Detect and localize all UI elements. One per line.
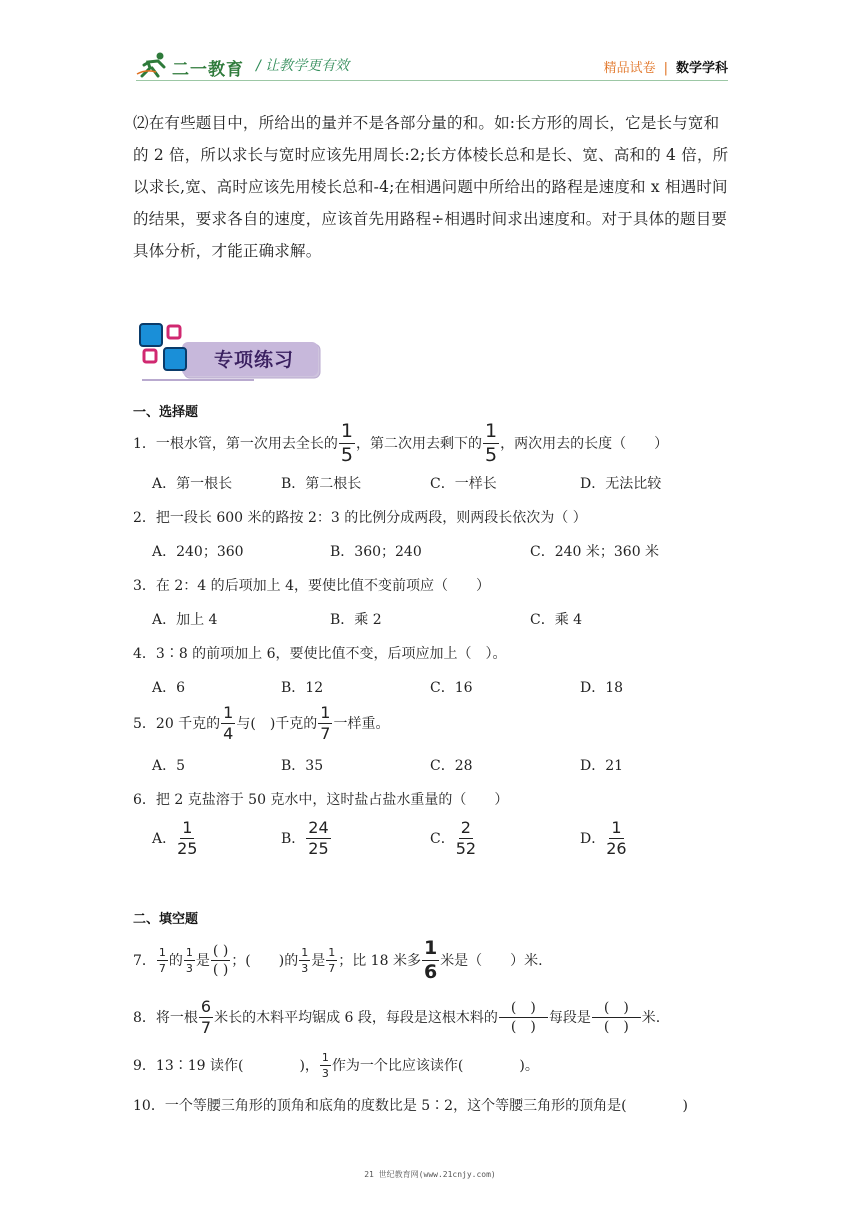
q7-f1-num: 1 bbox=[158, 945, 166, 959]
q6-option-b-fraction bbox=[306, 817, 330, 858]
logo-text: 二一教育 bbox=[172, 60, 244, 80]
q1-fraction-1 bbox=[339, 419, 355, 466]
q9-text-a: 9．13∶19 读作( )， bbox=[133, 1058, 319, 1074]
q7-fraction-2 bbox=[184, 947, 195, 974]
q8-blank1-den[interactable]: ( ) bbox=[510, 1018, 536, 1035]
section-heading-fill: 二、填空题 bbox=[133, 912, 199, 927]
intro-paragraph: ⑵在有些题目中，所给出的量并不是各部分量的和。如:长方形的周长，它是长与宽和的 2 倍，所以求长与宽时应该先用周长:2;长方体棱长总和是长、宽、高和的 4 倍，所以求长,宽、高时应该先用棱长总和-4;在相遇问题中所给出的路程是速度和 x 相遇时间的结果，要求各自的速度，应该首先用路程÷相遇时间求出速度和。对于具体的题目要具体分析，才能正确求解。 bbox=[133, 114, 729, 260]
q5-f2-num: 1 bbox=[320, 702, 331, 722]
question-6: 6．把 2 克盐溶于 50 克水中，这时盐占盐水重量的（ ） bbox=[133, 792, 509, 808]
banner-title: 专项练习 bbox=[214, 349, 295, 371]
q8-text-a: 8．将一根 bbox=[133, 1010, 198, 1026]
q2-option-c[interactable]: C．240 米；360 米 bbox=[530, 544, 660, 560]
q7-number: 7． bbox=[133, 953, 156, 969]
q8-text-c: 每段是 bbox=[548, 1010, 591, 1026]
q7-text-3: ；( )的 bbox=[231, 953, 299, 969]
q5-option-c[interactable]: C．28 bbox=[430, 758, 473, 774]
q7-fraction-3 bbox=[299, 947, 310, 974]
q1-fraction-2 bbox=[483, 419, 499, 466]
q7-f3-num: 1 bbox=[301, 945, 309, 959]
q6-b-num: 24 bbox=[308, 817, 329, 837]
q7-blank-den[interactable]: ( ) bbox=[212, 961, 229, 978]
q4-option-c[interactable]: C．16 bbox=[430, 680, 473, 696]
q6-option-b[interactable] bbox=[281, 818, 332, 858]
q8-text-d: 米. bbox=[641, 1010, 661, 1026]
q6-b-den: 25 bbox=[308, 838, 329, 858]
q8-blank-fraction-1[interactable] bbox=[499, 1001, 548, 1034]
question-10: 10．一个等腰三角形的顶角和底角的度数比是 5∶2，这个等腰三角形的顶角是( ) bbox=[133, 1098, 689, 1114]
question-8 bbox=[133, 995, 660, 1039]
q5-text-b: 与( )千克的 bbox=[236, 716, 318, 732]
q1-f2-den: 5 bbox=[485, 443, 498, 466]
q1-text-b: ，第二次用去剩下的 bbox=[356, 436, 483, 452]
q7-text-4: 是 bbox=[311, 953, 326, 969]
question-3: 3．在 2：4 的后项加上 4，要使比值不变前项应（ ） bbox=[133, 578, 490, 594]
question-5 bbox=[133, 702, 390, 743]
header-separator: | bbox=[663, 61, 668, 76]
q8-blank2-num[interactable]: ( ) bbox=[592, 1001, 641, 1018]
q6-option-c-fraction bbox=[455, 817, 477, 858]
q6-option-d[interactable] bbox=[580, 818, 628, 858]
q7-text-1: 的 bbox=[168, 953, 183, 969]
logo-runner-icon bbox=[136, 52, 172, 78]
q1-option-d[interactable]: D．无法比较 bbox=[580, 476, 662, 492]
q5-text-a: 5．20 千克的 bbox=[133, 716, 221, 732]
q5-fraction-1 bbox=[221, 702, 235, 743]
q6-option-d-label: D． bbox=[580, 831, 606, 847]
q6-d-num: 1 bbox=[611, 817, 622, 837]
q7-f4-den: 7 bbox=[328, 961, 336, 975]
q8-blank1-num[interactable]: ( ) bbox=[499, 1001, 548, 1018]
q4-option-a[interactable]: A．6 bbox=[152, 680, 186, 696]
q6-c-den: 52 bbox=[455, 838, 477, 858]
q4-option-d[interactable]: D．18 bbox=[580, 680, 624, 696]
q7-fraction-1 bbox=[157, 947, 168, 974]
q7-blank-fraction[interactable] bbox=[211, 944, 230, 977]
q6-a-num: 1 bbox=[182, 817, 193, 837]
q6-option-d-fraction bbox=[606, 817, 627, 858]
q7-f5-num: 1 bbox=[423, 936, 438, 959]
q6-option-a-label: A． bbox=[152, 831, 177, 847]
question-2: 2．把一段长 600 米的路按 2：3 的比例分成两段，则两段长依次为（ ） bbox=[133, 510, 587, 526]
q8-blank2-den[interactable]: ( ) bbox=[603, 1018, 629, 1035]
q5-option-b[interactable]: B．35 bbox=[281, 758, 324, 774]
q3-option-b[interactable]: B．乘 2 bbox=[330, 612, 382, 628]
q7-text-5: ；比 18 米多 bbox=[338, 953, 421, 969]
q7-text-2: 是 bbox=[195, 953, 210, 969]
question-7 bbox=[133, 938, 543, 982]
header-label-subject: 数学学科 bbox=[675, 61, 728, 76]
q5-fraction-2 bbox=[318, 702, 332, 743]
q1-option-a[interactable]: A．第一根长 bbox=[152, 476, 233, 492]
q8-text-b: 米长的木料平均锯成 6 段，每段是这根木料的 bbox=[214, 1010, 498, 1026]
q8-f-den: 7 bbox=[200, 1017, 212, 1037]
q3-option-a[interactable]: A．加上 4 bbox=[152, 612, 218, 628]
q5-option-d[interactable]: D．21 bbox=[580, 758, 624, 774]
section-heading-choice: 一、选择题 bbox=[133, 405, 199, 420]
q6-a-den: 25 bbox=[177, 838, 198, 858]
q3-option-c[interactable]: C．乘 4 bbox=[530, 612, 583, 628]
q7-f3-den: 3 bbox=[301, 961, 309, 975]
q9-text-b: 作为一个比应该读作( )。 bbox=[331, 1058, 539, 1074]
q6-option-a-fraction bbox=[177, 817, 198, 858]
q6-option-a[interactable] bbox=[152, 818, 198, 858]
q1-option-c[interactable]: C．一样长 bbox=[430, 476, 497, 492]
q2-option-a[interactable]: A．240；360 bbox=[152, 544, 244, 560]
q7-fraction-5 bbox=[422, 936, 439, 983]
q7-f2-num: 1 bbox=[185, 945, 193, 959]
q5-f1-num: 1 bbox=[223, 702, 234, 722]
q6-option-c[interactable] bbox=[430, 818, 477, 858]
question-9 bbox=[133, 1047, 539, 1083]
page-footer: 21 世纪教育网(www.21cnjy.com) bbox=[364, 1170, 496, 1179]
q6-option-c-label: C． bbox=[430, 831, 455, 847]
q1-f1-num: 1 bbox=[340, 419, 354, 442]
q9-f-num: 1 bbox=[321, 1050, 329, 1064]
q8-fraction bbox=[199, 996, 213, 1037]
q1-text-a: 1．一根水管，第一次用去全长的 bbox=[133, 436, 338, 452]
q7-f4-num: 1 bbox=[328, 945, 336, 959]
q5-f1-den: 4 bbox=[223, 723, 234, 743]
q7-fraction-4 bbox=[326, 947, 337, 974]
q8-f-num: 6 bbox=[200, 996, 212, 1016]
q9-fraction bbox=[320, 1052, 331, 1079]
header-divider bbox=[136, 80, 728, 81]
q1-text-c: ，两次用去的长度（ ） bbox=[500, 436, 669, 452]
question-1 bbox=[133, 419, 669, 466]
q7-text-6: 米是（ ）米. bbox=[440, 953, 543, 969]
q7-f2-den: 3 bbox=[185, 961, 193, 975]
header-label-quality: 精品试卷 bbox=[603, 61, 656, 76]
q1-f2-num: 1 bbox=[485, 419, 498, 442]
q5-option-a[interactable]: A．5 bbox=[152, 758, 186, 774]
q6-c-num: 2 bbox=[460, 817, 471, 837]
q7-blank-num[interactable]: ( ) bbox=[212, 942, 229, 959]
q7-f1-den: 7 bbox=[158, 961, 166, 975]
q5-text-c: 一样重。 bbox=[333, 716, 390, 732]
q7-f5-den: 6 bbox=[423, 960, 438, 983]
slogan: / 让教学更有效 bbox=[256, 58, 350, 74]
q1-f1-den: 5 bbox=[340, 443, 354, 466]
q4-option-b[interactable]: B．12 bbox=[281, 680, 324, 696]
q6-d-den: 26 bbox=[606, 838, 627, 858]
q2-option-b[interactable]: B．360；240 bbox=[330, 544, 422, 560]
q8-blank-fraction-2[interactable] bbox=[592, 1001, 641, 1034]
question-4: 4．3∶8 的前项加上 6，要使比值不变，后项应加上（ ）。 bbox=[133, 646, 507, 662]
header-subject bbox=[604, 57, 728, 76]
q1-option-b[interactable]: B．第二根长 bbox=[281, 476, 362, 492]
q9-f-den: 3 bbox=[321, 1066, 329, 1080]
q5-f2-den: 7 bbox=[320, 723, 331, 743]
q6-option-b-label: B． bbox=[281, 831, 306, 847]
